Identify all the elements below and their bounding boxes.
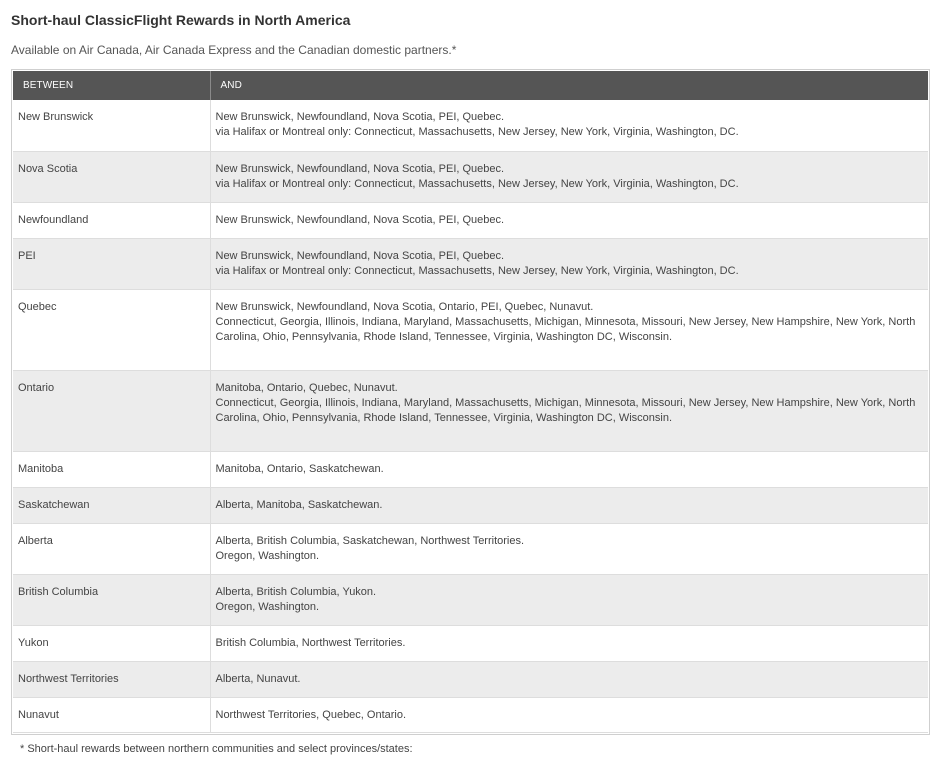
- table-row: [13, 451, 928, 487]
- table-body: [13, 100, 928, 732]
- destinations-line: Connecticut, Georgia, Illinois, Indiana, Maryland, Massachusetts, Michigan, Minnesota, Missouri, New Jersey, New Hampshire, New York, North Carolina, Ohio, Pennsylvania, Rhode Island, Tennessee, Virginia, Washington DC, Wisconsin.: [215, 315, 916, 343]
- table-row: [13, 574, 928, 625]
- destinations-cell: [210, 238, 928, 289]
- origin-cell: Saskatchewan: [13, 487, 210, 523]
- destinations-cell: [210, 202, 928, 238]
- destinations-line: British Columbia, Northwest Territories.: [215, 636, 406, 649]
- table-row: [13, 697, 928, 732]
- destinations-cell: [210, 151, 928, 202]
- table-row: [13, 523, 928, 574]
- origin-cell: Quebec: [13, 289, 210, 370]
- table-row: [13, 625, 928, 661]
- rewards-table: [13, 71, 928, 733]
- destinations-line: New Brunswick, Newfoundland, Nova Scotia, PEI, Quebec.: [215, 162, 505, 175]
- origin-cell: Alberta: [13, 523, 210, 574]
- destinations-cell: [210, 574, 928, 625]
- origin-cell: Nunavut: [13, 697, 210, 732]
- table-row: [13, 151, 928, 202]
- table-row: [13, 238, 928, 289]
- rewards-table-container: [11, 69, 930, 735]
- destinations-line: Alberta, Nunavut.: [215, 672, 301, 685]
- destinations-cell: [210, 100, 928, 151]
- destinations-cell: [210, 289, 928, 370]
- table-row: [13, 289, 928, 370]
- origin-cell: Newfoundland: [13, 202, 210, 238]
- destinations-line: Oregon, Washington.: [215, 549, 320, 562]
- table-row: [13, 661, 928, 697]
- page-title: Short-haul ClassicFlight Rewards in North America: [11, 12, 351, 28]
- destinations-line: New Brunswick, Newfoundland, Nova Scotia, PEI, Quebec.: [215, 249, 505, 262]
- destinations-line: Alberta, Manitoba, Saskatchewan.: [215, 498, 383, 511]
- destinations-line: Manitoba, Ontario, Quebec, Nunavut.: [215, 381, 398, 394]
- destinations-cell: [210, 451, 928, 487]
- destinations-cell: [210, 661, 928, 697]
- origin-cell: New Brunswick: [13, 100, 210, 151]
- destinations-line: Manitoba, Ontario, Saskatchewan.: [215, 462, 384, 475]
- destinations-cell: [210, 487, 928, 523]
- table-header-row: [13, 71, 928, 100]
- destinations-line: Northwest Territories, Quebec, Ontario.: [215, 708, 407, 721]
- destinations-line: via Halifax or Montreal only: Connecticut, Massachusetts, New Jersey, New York, Virginia, Washington, DC.: [215, 264, 739, 277]
- destinations-cell: [210, 697, 928, 732]
- page-subtitle: Available on Air Canada, Air Canada Express and the Canadian domestic partners.*: [11, 43, 457, 57]
- table-row: [13, 487, 928, 523]
- destinations-line: via Halifax or Montreal only: Connecticut, Massachusetts, New Jersey, New York, Virginia, Washington, DC.: [215, 126, 739, 138]
- destinations-line: Connecticut, Georgia, Illinois, Indiana, Maryland, Massachusetts, Michigan, Minnesota, Missouri, New Jersey, New Hampshire, New York, North Carolina, Ohio, Pennsylvania, Rhode Island, Tennessee, Virginia, Washington DC, Wisconsin.: [215, 396, 916, 424]
- destinations-line: New Brunswick, Newfoundland, Nova Scotia, Ontario, PEI, Quebec, Nunavut.: [215, 300, 594, 313]
- destinations-line: New Brunswick, Newfoundland, Nova Scotia, PEI, Quebec.: [215, 111, 505, 123]
- destinations-cell: [210, 625, 928, 661]
- destinations-line: New Brunswick, Newfoundland, Nova Scotia, PEI, Quebec.: [215, 213, 505, 226]
- destinations-line: Alberta, British Columbia, Saskatchewan, Northwest Territories.: [215, 534, 525, 547]
- destinations-line: Alberta, British Columbia, Yukon.: [215, 585, 377, 598]
- table-row: [13, 100, 928, 151]
- origin-cell: Manitoba: [13, 451, 210, 487]
- destinations-line: via Halifax or Montreal only: Connecticut, Massachusetts, New Jersey, New York, Virginia, Washington, DC.: [215, 177, 739, 190]
- origin-cell: British Columbia: [13, 574, 210, 625]
- destinations-cell: [210, 523, 928, 574]
- origin-cell: Yukon: [13, 625, 210, 661]
- origin-cell: Nova Scotia: [13, 151, 210, 202]
- destinations-cell: [210, 370, 928, 451]
- column-header-and: AND: [210, 71, 928, 100]
- footnote: * Short-haul rewards between northern communities and select provinces/states:: [20, 743, 413, 755]
- origin-cell: Northwest Territories: [13, 661, 210, 697]
- table-row: [13, 370, 928, 451]
- table-row: [13, 202, 928, 238]
- origin-cell: Ontario: [13, 370, 210, 451]
- destinations-line: Oregon, Washington.: [215, 600, 320, 613]
- origin-cell: PEI: [13, 238, 210, 289]
- column-header-between: BETWEEN: [13, 71, 210, 100]
